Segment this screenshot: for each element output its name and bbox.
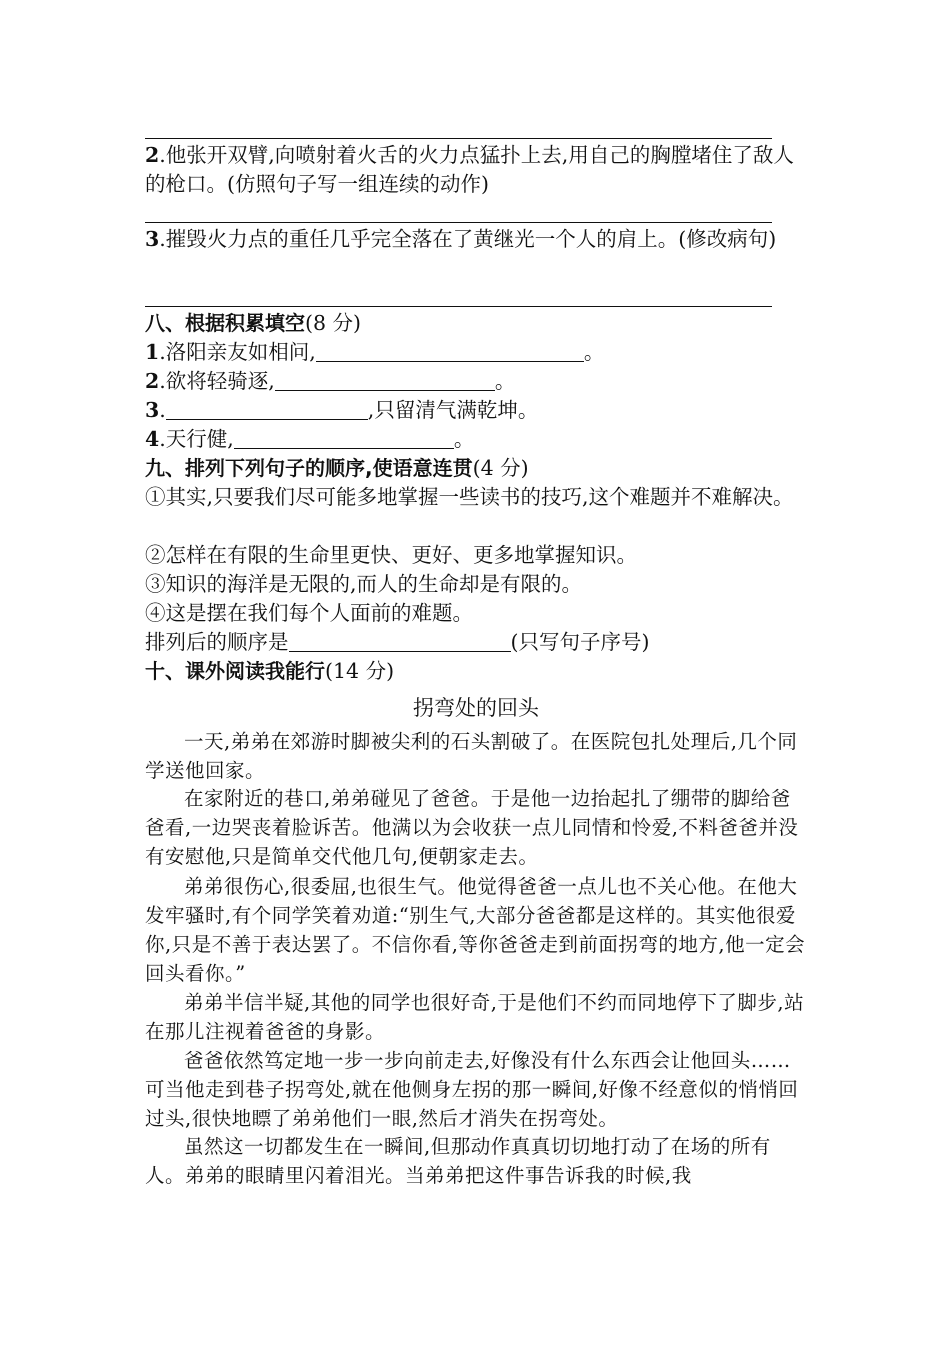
q9-answer-line xyxy=(145,628,810,657)
item-number: 1 xyxy=(145,340,160,364)
story-paragraph-1: 一天,弟弟在郊游时脚被尖利的石头割破了。在医院包扎处理后,几个同学送他回家。 xyxy=(145,730,798,782)
story-paragraph-6: 虽然这一切都发生在一瞬间,但那动作真真切切地打动了在场的所有人。弟弟的眼睛里闪着泪光。当弟弟把这件事告诉我的时候,我 xyxy=(145,1135,771,1187)
story-paragraph-2: 在家附近的巷口,弟弟碰见了爸爸。于是他一边抬起扎了绷带的脚给爸爸看,一边哭丧着脸诉苦。他满以为会收获一点儿同情和怜爱,不料爸爸并没有安慰他,只是简单交代他几句,便朝家走去。 xyxy=(145,787,799,868)
item-number: 3 xyxy=(145,227,160,251)
section-title: 九、排列下列句子的顺序,使语意连贯 xyxy=(145,456,473,480)
answer-prefix: 排列后的顺序是 xyxy=(145,630,289,654)
item-number: 2 xyxy=(145,143,160,167)
fill-blank[interactable] xyxy=(289,629,511,652)
item-text: .洛阳亲友如相问, xyxy=(159,340,316,364)
q8-item-4 xyxy=(145,425,810,454)
answer-suffix: (只写句子序号) xyxy=(510,630,650,654)
section-title: 八、根据积累填空 xyxy=(145,311,305,335)
story-paragraph-5: 爸爸依然笃定地一步一步向前走去,好像没有什么东西会让他回头……可当他走到巷子拐弯处,就在他侧身左拐的那一瞬间,好像不经意似的悄悄回过头,很快地瞟了弟弟他们一眼,然后才消失在拐弯处。 xyxy=(145,1049,799,1130)
section-9-heading xyxy=(145,454,810,483)
section-score: (14 分) xyxy=(325,659,395,683)
q9-sentence-3: ③知识的海洋是无限的,而人的生命却是有限的。 xyxy=(145,572,583,596)
item-text: .摧毁火力点的重任几乎完全落在了黄继光一个人的肩上。(修改病句) xyxy=(159,227,777,251)
q9-sentence-1: ①其实,只要我们尽可能多地掌握一些读书的技巧,这个难题并不难解决。 xyxy=(145,485,794,509)
q8-item-1 xyxy=(145,338,810,367)
q8-item-2 xyxy=(145,367,810,396)
answer-line[interactable] xyxy=(145,222,772,223)
q7-item-2 xyxy=(145,141,810,199)
section-10-heading xyxy=(145,657,810,686)
answer-line[interactable] xyxy=(145,138,772,139)
item-text: . xyxy=(159,398,166,422)
answer-line[interactable] xyxy=(145,306,772,307)
q9-sentence-2: ②怎样在有限的生命里更快、更好、更多地掌握知识。 xyxy=(145,543,637,567)
item-number: 3 xyxy=(145,398,160,422)
item-text: .天行健, xyxy=(159,427,234,451)
item-number: 4 xyxy=(145,427,160,451)
fill-blank[interactable] xyxy=(275,368,495,391)
story-title: 拐弯处的回头 xyxy=(413,696,539,720)
item-text: .他张开双臂,向喷射着火舌的火力点猛扑上去,用自己的胸膛堵住了敌人的枪口。(仿照句子写一组连续的动作) xyxy=(145,143,794,196)
fill-blank[interactable] xyxy=(166,397,368,420)
item-text: ,只留清气满乾坤。 xyxy=(367,398,539,422)
section-title: 十、课外阅读我能行 xyxy=(145,659,325,683)
item-number: 2 xyxy=(145,369,160,393)
item-text: 。 xyxy=(453,427,475,451)
item-text: .欲将轻骑逐, xyxy=(159,369,275,393)
item-text: 。 xyxy=(583,340,605,364)
section-score: (8 分) xyxy=(305,311,362,335)
story-paragraph-4: 弟弟半信半疑,其他的同学也很好奇,于是他们不约而同地停下了脚步,站在那儿注视着爸爸的身影。 xyxy=(145,991,805,1043)
section-score: (4 分) xyxy=(472,456,529,480)
q8-item-3 xyxy=(145,396,810,425)
section-8-heading xyxy=(145,309,810,338)
fill-blank[interactable] xyxy=(234,426,454,449)
story-paragraph-3: 弟弟很伤心,很委屈,也很生气。他觉得爸爸一点儿也不关心他。在他大发牢骚时,有个同学笑着劝道:“别生气,大部分爸爸都是这样的。其实他很爱你,只是不善于表达罢了。不信你看,等你爸爸走到前面拐弯的地方,他一定会回头看你。” xyxy=(145,875,806,985)
item-text: 。 xyxy=(494,369,516,393)
q7-item-3 xyxy=(145,225,810,254)
q9-sentence-4: ④这是摆在我们每个人面前的难题。 xyxy=(145,601,473,625)
fill-blank[interactable] xyxy=(316,339,584,362)
